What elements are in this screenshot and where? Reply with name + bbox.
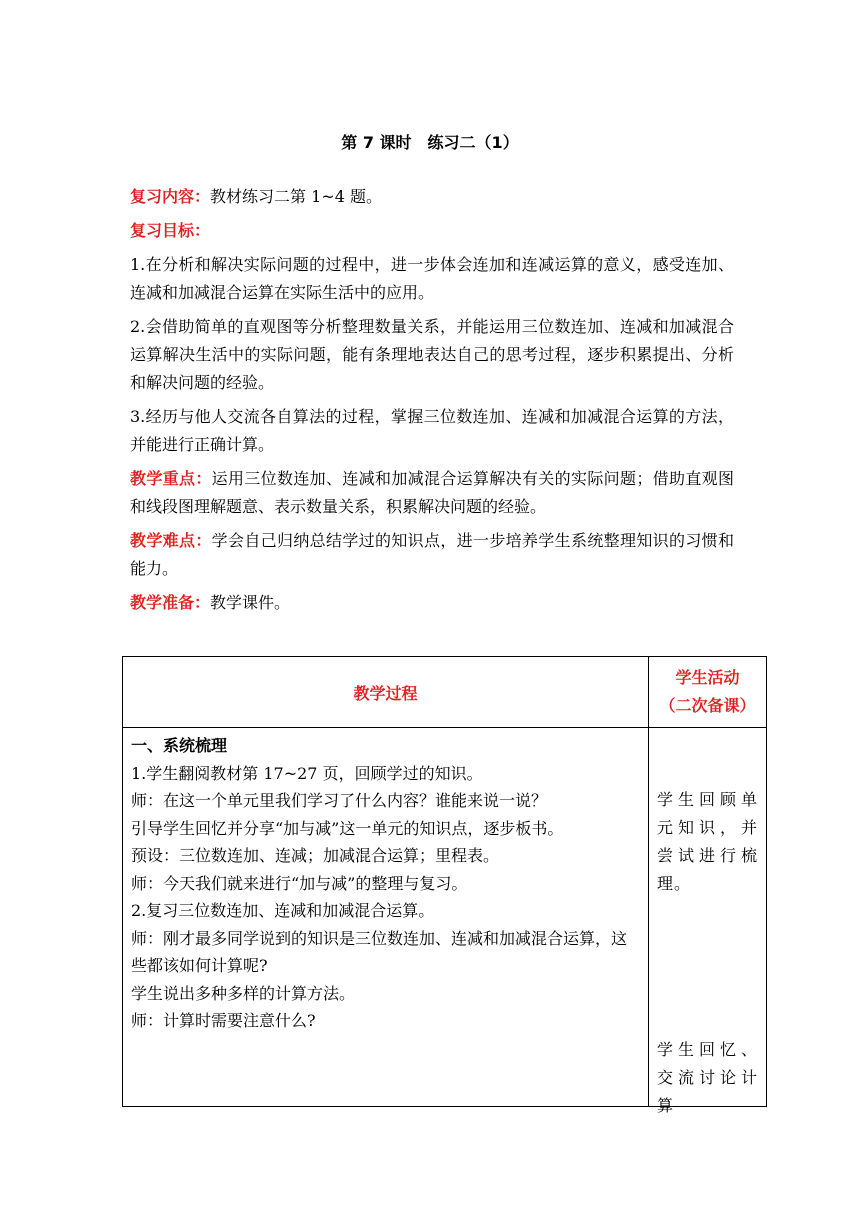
page-title: 第 7 课时 练习二（1） xyxy=(341,133,519,152)
review-goal-3: 3.经历与他人交流各自算法的过程，掌握三位数连加、连减和加减混合运算的方法，并能进行正确计算。 xyxy=(130,407,734,454)
preparation-text: 教学课件。 xyxy=(210,593,291,612)
review-goals-label: 复习目标： xyxy=(130,221,211,240)
process-line: 2.复习三位数连加、连减和加减混合运算。 xyxy=(131,901,435,920)
process-line: 预设：三位数连加、连减；加减混合运算；里程表。 xyxy=(131,846,500,865)
student-activity-note-2: 学生回忆、交流讨论计算 xyxy=(657,1040,758,1115)
table-body-row xyxy=(123,728,767,1107)
process-line: 学生说出多种多样的计算方法。 xyxy=(131,983,356,1003)
difficult-points-row xyxy=(130,527,734,583)
section-title: 一、系统梳理 xyxy=(131,736,228,755)
review-goal-2: 2.会借助简单的直观图等分析整理数量关系，并能运用三位数连加、连减和加减混合运算解决生活中的实际问题，能有条理地表达自己的思考过程，逐步积累提出、分析和解决问题的经验。 xyxy=(130,317,734,392)
process-line: 师：刚才最多同学说到的知识是三位数连加、连减和加减混合运算，这些都该如何计算呢? xyxy=(131,928,628,975)
teaching-process-table xyxy=(122,656,767,1115)
teaching-process-cell xyxy=(123,728,649,1107)
student-activity-header xyxy=(649,657,767,728)
difficult-points-text: 学会自己归纳总结学过的知识点，进一步培养学生系统整理知识的习惯和能力。 xyxy=(130,531,734,578)
table-header-row xyxy=(123,657,767,728)
review-goals-row xyxy=(130,217,734,245)
student-activity-note-1: 学生回顾单元知识，并尝试进行梳理。 xyxy=(657,790,758,893)
teaching-process-header: 教学过程 xyxy=(123,657,649,728)
key-points-label: 教学重点： xyxy=(130,469,212,488)
preparation-label: 教学准备： xyxy=(130,593,211,612)
review-goal-1: 1.在分析和解决实际问题的过程中，进一步体会连加和连减运算的意义，感受连加、连减和加减混合运算在实际生活中的应用。 xyxy=(130,255,734,302)
preparation-row xyxy=(130,589,734,617)
key-points-row xyxy=(130,465,734,521)
key-points-text: 运用三位数连加、连减和加减混合运算解决有关的实际问题；借助直观图和线段图理解题意、表示数量关系，积累解决问题的经验。 xyxy=(130,469,734,516)
lesson-plan-body xyxy=(130,183,734,623)
process-line: 1.学生翻阅教材第 17~27 页，回顾学过的知识。 xyxy=(131,763,483,783)
student-activity-cell xyxy=(649,728,767,1115)
process-line: 师：在这一个单元里我们学习了什么内容？谁能来说一说？ xyxy=(131,791,548,810)
student-activity-header-line1: 学生活动 xyxy=(675,668,740,687)
process-line: 引导学生回忆并分享“加与减”这一单元的知识点，逐步板书。 xyxy=(131,818,564,838)
process-line: 师：今天我们就来进行“加与减”的整理与复习。 xyxy=(131,873,468,893)
student-activity-header-line2: （二次备课） xyxy=(659,696,756,715)
review-content-row xyxy=(130,183,734,211)
review-content-text: 教材练习二第 1~4 题。 xyxy=(210,187,382,206)
process-line: 师：计算时需要注意什么? xyxy=(131,1011,316,1030)
difficult-points-label: 教学难点： xyxy=(130,531,212,550)
review-content-label: 复习内容： xyxy=(130,187,211,206)
